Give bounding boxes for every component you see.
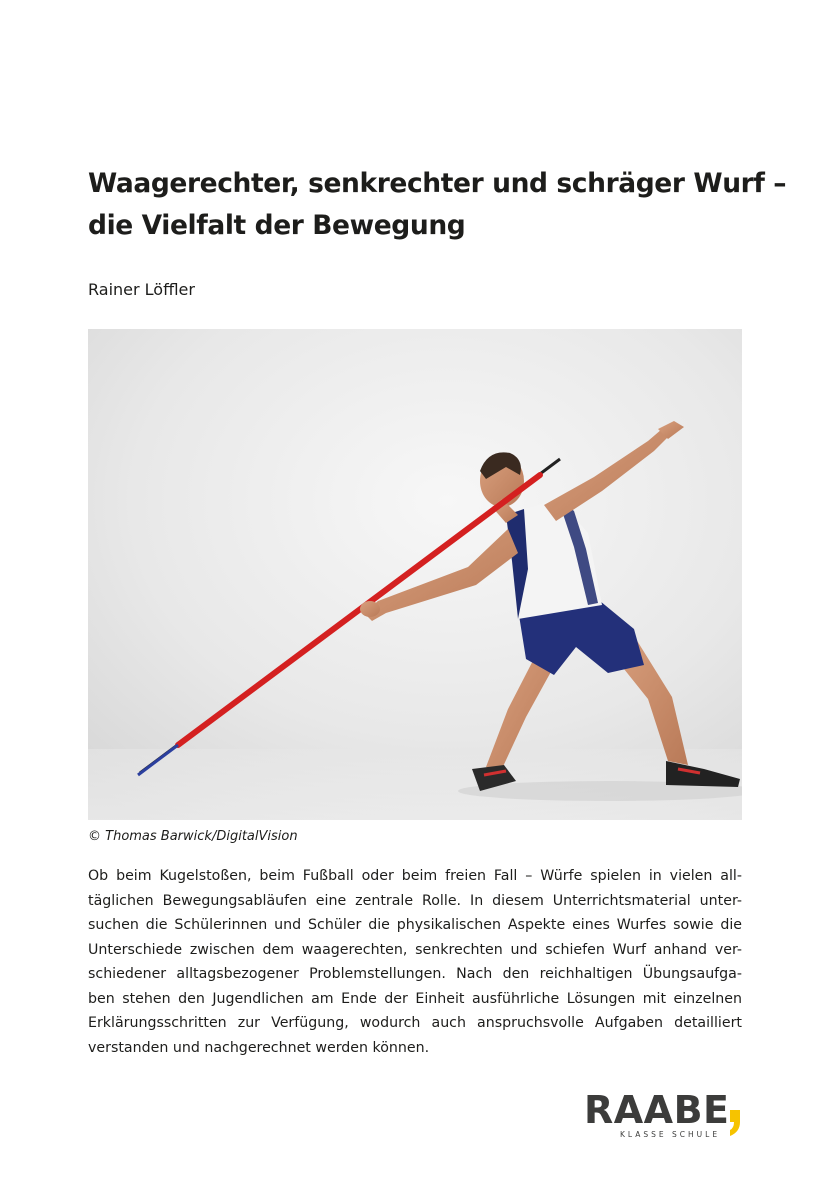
paragraph-line: verstanden und nachgerechnet werden können. bbox=[88, 1039, 430, 1056]
logo-tagline: KLASSE SCHULE bbox=[620, 1130, 721, 1139]
paragraph-line: Unterschiede zwischen dem waagerechten, senkrechten und schiefen Wurf anhand ver- bbox=[88, 941, 742, 958]
logo-wordmark: RAABE bbox=[584, 1088, 730, 1132]
intro-paragraph bbox=[88, 864, 742, 1060]
document-title bbox=[88, 163, 787, 247]
photo-credit: © Thomas Barwick/DigitalVision bbox=[88, 829, 298, 844]
paragraph-line: ben stehen den Jugendlichen am Ende der Einheit ausführliche Lösungen mit einzelnen bbox=[88, 990, 742, 1007]
paragraph-line: schiedener alltagsbezogener Problemstellungen. Nach den reichhaltigen Übungsaufga- bbox=[88, 966, 742, 982]
raabe-logo bbox=[584, 1088, 754, 1148]
paragraph-line: Erklärungsschritten zur Verfügung, wodurch auch anspruchsvolle Aufgaben detailliert bbox=[88, 1015, 742, 1031]
javelin-thrower-illustration bbox=[88, 329, 742, 820]
paragraph-line: täglichen Bewegungsabläufen eine zentrale Rolle. In diesem Unterrichtsmaterial unter- bbox=[88, 892, 742, 909]
author-name: Rainer Löffler bbox=[88, 280, 195, 299]
logo-comma-icon bbox=[728, 1096, 742, 1136]
paragraph-line: Ob beim Kugelstoßen, beim Fußball oder beim freien Fall – Würfe spielen in vielen all- bbox=[88, 868, 742, 884]
paragraph-line: suchen die Schülerinnen und Schüler die physikalischen Aspekte eines Wurfes sowie die bbox=[88, 917, 742, 933]
title-line-2: die Vielfalt der Bewegung bbox=[88, 210, 466, 241]
title-line-1: Waagerechter, senkrechter und schräger Wurf – bbox=[88, 168, 787, 199]
cover-photo bbox=[88, 329, 742, 820]
